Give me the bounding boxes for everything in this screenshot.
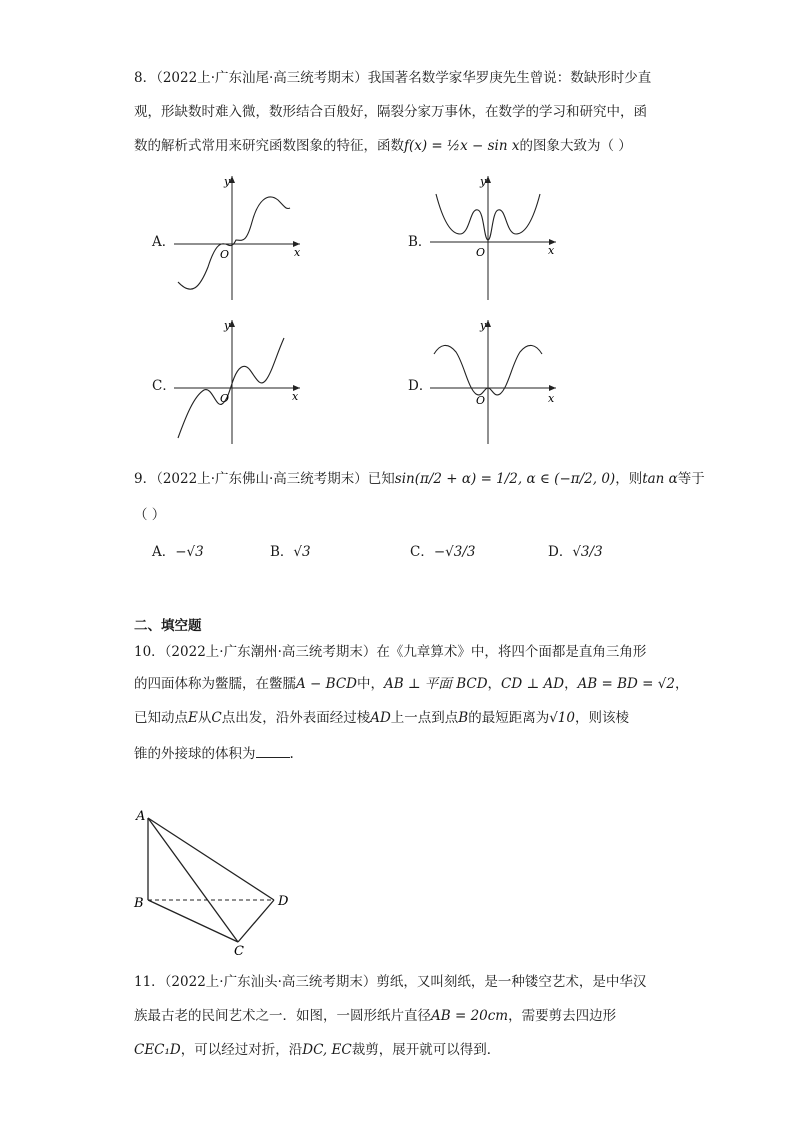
q11-line-2 [134, 1004, 616, 1024]
q11-quadrilateral: CEC₁D [134, 1042, 181, 1058]
q10-answer-blank[interactable] [256, 745, 290, 758]
q10-line-3-t1: 从 [197, 710, 212, 726]
q8-line-3-suffix: 的图象大致为（ ） [519, 138, 632, 154]
q8-graph-a-y-label: y [224, 175, 231, 188]
q8-graph-d-origin-label: O [476, 394, 486, 407]
q10-line-2-t4: ， [674, 676, 689, 692]
q8-graph-a-x-label: x [294, 246, 301, 259]
q10-label-a: A [136, 809, 146, 824]
q10-line-1: 10．（2022上·广东潮州·高三统考期末）在《九章算术》中，将四个面都是直角三角形 [134, 644, 647, 660]
q9-line-1-then: ，则 [615, 471, 643, 487]
q8-line-2: 观，形缺数时难入微，数形结合百般好，隔裂分家万事休，在数学的学习和研究中，函 [134, 104, 647, 120]
q9-line-2: （ ） [134, 507, 166, 523]
q11-line-3 [134, 1038, 500, 1058]
q10-point-e: E [188, 710, 198, 726]
q10-point-b: B [458, 710, 469, 726]
q10-line-3-t3: 上一点到点 [390, 710, 459, 726]
q10-line-2 [134, 672, 688, 692]
q9-option-d[interactable] [548, 540, 603, 560]
q10-line-3-t4: 的最短距离为 [468, 710, 550, 726]
q10-line-4 [134, 742, 294, 762]
q8-option-a-label[interactable]: A． [152, 234, 176, 250]
q9-option-c[interactable] [410, 540, 475, 560]
q8-graph-d-y-label: y [480, 319, 487, 332]
q8-graph-c-origin-label: O [220, 392, 230, 405]
q8-line-3-text: 数的解析式常用来研究函数图象的特征，函数 [134, 138, 404, 154]
q11-line-2-text: 族最古老的民间艺术之一．如图，一圆形纸片直径 [134, 1008, 431, 1024]
q8-graph-b[interactable] [428, 172, 558, 302]
q9-option-d-label: D． [548, 544, 573, 560]
q8-graph-c-x-label: x [292, 390, 299, 403]
q9-line-1-suffix: 等于 [677, 471, 705, 487]
q10-label-d: D [278, 894, 289, 909]
q10-point-c: C [211, 710, 222, 726]
q10-edge-lengths: AB = BD = √2 [577, 676, 675, 692]
q8-graph-d[interactable] [428, 316, 558, 446]
q8-option-c-label[interactable]: C． [152, 378, 176, 394]
q11-line-3-text: ，可以经过对折，沿 [180, 1042, 303, 1058]
q8-graph-b-y-label: y [480, 175, 487, 188]
q10-line-4-suffix: . [289, 746, 294, 762]
q9-option-c-value: −√3/3 [433, 544, 476, 560]
q8-graph-b-origin-label: O [476, 246, 486, 259]
q10-perpendicular-plane: AB ⊥ 平面 BCD [383, 676, 488, 692]
q10-line-2-t3: ， [564, 676, 578, 692]
q10-line-3-t5: ，则该棱 [574, 710, 629, 726]
q10-line-4-text: 锥的外接球的体积为 [134, 746, 256, 762]
q10-line-3-t2: 点出发，沿外表面经过棱 [221, 710, 371, 726]
q11-line-3-suffix: 裁剪，展开就可以得到． [351, 1042, 501, 1058]
q10-perpendicular-edge: CD ⊥ AD [501, 676, 565, 692]
q11-line-1: 11．（2022上·广东汕头·高三统考期末）剪纸，又叫刻纸，是一种镂空艺术，是中华汉 [134, 974, 647, 990]
q9-option-b[interactable] [270, 540, 311, 560]
q10-shortest-distance: √10 [549, 710, 575, 726]
q8-option-b-label[interactable]: B． [408, 234, 432, 250]
q11-cut-lines: DC, EC [302, 1042, 352, 1058]
q8-graph-a-origin-label: O [220, 248, 230, 261]
q10-line-2-t2: ， [487, 676, 502, 692]
q10-line-2-text: 的四面体称为鳖臑，在鳖臑 [134, 676, 296, 692]
q9-option-b-label: B． [270, 544, 294, 560]
q10-tetrahedron-figure [130, 806, 300, 956]
q9-condition-formula: sin(π/2 + α) = 1/2, α ∈ (−π/2, 0) [394, 471, 616, 487]
q8-line-3 [134, 134, 632, 154]
q10-line-2-t1: 中， [356, 676, 384, 692]
q11-line-2-suffix: ，需要剪去四边形 [508, 1008, 617, 1024]
q9-option-d-value: √3/3 [572, 544, 603, 560]
q9-option-a-value: −√3 [175, 544, 204, 560]
q8-graph-d-x-label: x [548, 392, 555, 405]
q10-label-c: C [234, 944, 244, 956]
q9-option-b-value: √3 [293, 544, 311, 560]
q10-label-b: B [134, 896, 144, 911]
q9-option-a[interactable] [152, 540, 204, 560]
q9-line-1 [134, 467, 705, 487]
q8-graph-c-y-label: y [224, 319, 231, 332]
q9-option-c-label: C． [410, 544, 434, 560]
q10-tetrahedron-name: A − BCD [296, 676, 357, 692]
q9-line-1-text: 9．（2022上·广东佛山·高三统考期末）已知 [134, 471, 395, 487]
q9-target-expression: tan α [642, 471, 678, 487]
section-title-fill-in: 二、填空题 [134, 618, 202, 634]
q11-diameter: AB = 20cm [431, 1008, 509, 1024]
q10-line-3 [134, 706, 629, 726]
q10-edge-ad: AD [370, 710, 391, 726]
q8-function-formula: f(x) = ½x − sin x [404, 138, 520, 154]
q10-line-3-text: 已知动点 [134, 710, 188, 726]
q8-graph-b-x-label: x [548, 244, 555, 257]
q8-line-1: 8．（2022上·广东汕尾·高三统考期末）我国著名数学家华罗庚先生曾说：数缺形时少直 [134, 70, 652, 86]
q8-graph-a[interactable] [172, 172, 302, 302]
q8-graph-c[interactable] [172, 316, 302, 446]
q8-option-d-label[interactable]: D． [408, 378, 433, 394]
q9-option-a-label: A． [152, 544, 176, 560]
